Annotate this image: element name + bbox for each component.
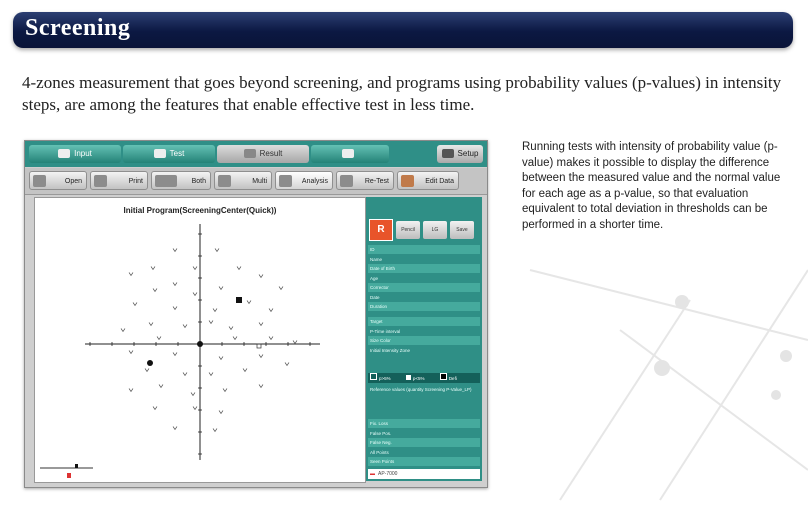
normal-point-mark — [247, 301, 251, 304]
normal-point-mark — [259, 355, 263, 358]
normal-point-mark — [183, 373, 187, 376]
glasses-icon — [155, 175, 177, 187]
normal-point-mark — [215, 249, 219, 252]
normal-point-mark — [279, 287, 283, 290]
reference-row: Reference values (quantity Screening P-Value_LP) — [370, 387, 472, 392]
disk-icon[interactable] — [450, 221, 474, 239]
multi-button[interactable] — [214, 171, 272, 190]
reliability-row: Seen Points — [368, 457, 480, 466]
normal-point-mark — [149, 323, 153, 326]
normal-point-mark — [157, 337, 161, 340]
normal-point-mark — [269, 337, 273, 340]
legend-defi-icon — [440, 373, 447, 380]
setup-button[interactable] — [437, 145, 483, 163]
print-label: Print — [128, 178, 143, 185]
reliability-row: False Neg. — [368, 438, 480, 447]
scale-marker — [75, 464, 78, 468]
probe-label: Pencil — [401, 227, 415, 233]
pencil-icon — [58, 149, 70, 158]
legend-p5: p>5% — [379, 376, 391, 381]
normal-point-mark — [191, 393, 195, 396]
info-row: ID — [368, 245, 480, 254]
info-row: Age — [370, 275, 379, 281]
normal-point-mark — [193, 407, 197, 410]
retest-label: Re-Test — [364, 178, 389, 185]
setting-row: Size Color — [368, 336, 480, 345]
normal-point-mark — [293, 341, 297, 344]
tab-input[interactable] — [29, 145, 121, 163]
normal-point-mark — [129, 351, 133, 354]
normal-point-mark — [213, 309, 217, 312]
main-tab-bar — [25, 141, 487, 167]
section-banner — [13, 12, 793, 48]
normal-point-mark — [193, 267, 197, 270]
normal-point-mark — [129, 389, 133, 392]
normal-point-mark — [243, 369, 247, 372]
lg-icon[interactable] — [423, 221, 447, 239]
eye-icon — [154, 149, 166, 158]
normal-point-mark — [219, 357, 223, 360]
normal-point-mark — [229, 327, 233, 330]
printer-icon — [94, 175, 107, 187]
legend-p5-icon — [370, 373, 377, 380]
probe-icon[interactable] — [396, 221, 420, 239]
visual-field-chart — [35, 198, 365, 482]
device-name: AP-7000 — [378, 471, 398, 477]
folder-icon — [33, 175, 46, 187]
normal-point-mark — [213, 429, 217, 432]
reliability-row: False Pos. — [370, 430, 392, 436]
info-row: Date of Birth — [368, 264, 480, 273]
reliability-row: All Points — [370, 449, 389, 455]
normal-point-mark — [259, 323, 263, 326]
normal-point-mark — [193, 293, 197, 296]
normal-point-mark — [223, 389, 227, 392]
both-button[interactable] — [151, 171, 211, 190]
normal-point-mark — [121, 329, 125, 332]
normal-point-mark — [183, 325, 187, 328]
tab-result[interactable] — [217, 145, 309, 163]
normal-point-mark — [259, 275, 263, 278]
legend-p5b-icon — [406, 375, 411, 380]
visual-field-plot — [34, 197, 366, 483]
normal-point-mark — [285, 363, 289, 366]
edit-data-button[interactable] — [397, 171, 459, 190]
open-label: Open — [64, 178, 82, 185]
normal-point-mark — [209, 321, 213, 324]
red-marker — [67, 473, 71, 478]
plot-title: Initial Program(ScreeningCenter(Quick)) — [123, 206, 277, 215]
perimeter-app-screenshot — [24, 140, 488, 488]
defect-square-mark — [236, 297, 242, 303]
normal-point-mark — [145, 369, 149, 372]
normal-point-mark — [237, 267, 241, 270]
section-title: Screening — [25, 15, 131, 41]
analysis-label: Analysis — [301, 178, 328, 185]
normal-point-mark — [153, 407, 157, 410]
result-side-panel — [366, 197, 482, 481]
setting-row: Initial Intensity Zone — [370, 347, 411, 353]
multi-label: Multi — [252, 178, 267, 185]
edit-data-label: Edit Data — [425, 178, 454, 185]
normal-point-mark — [209, 373, 213, 376]
lg-label: LG — [431, 227, 439, 233]
intro-paragraph: 4-zones measurement that goes beyond screening, and programs using probability values (p-values) in intensity steps, are among the features that enable effective test in less time. — [22, 73, 782, 114]
retest-button[interactable] — [336, 171, 394, 190]
legend-row — [368, 373, 480, 383]
setting-row: P-Time interval — [370, 328, 401, 334]
open-button[interactable] — [29, 171, 87, 190]
setting-row: Target — [368, 317, 480, 326]
analysis-button[interactable] — [275, 171, 333, 190]
fixation-dot-mark — [197, 341, 203, 347]
tab-result-label: Result — [259, 149, 283, 158]
grid-icon — [244, 149, 256, 158]
analysis-icon — [279, 175, 292, 187]
normal-point-mark — [173, 353, 177, 356]
normal-point-mark — [173, 249, 177, 252]
info-row: Name — [370, 256, 383, 262]
side-description: Running tests with intensity of probability value (p-value) makes it possible to display the difference between the measured value and the normal value for each age as a p-value, so that evaluation equivalent to total deviation in thresholds can be performed in a shorter time. — [522, 141, 781, 231]
both-label: Both — [191, 178, 206, 185]
normal-point-mark — [219, 287, 223, 290]
retest-icon — [340, 175, 353, 187]
normal-point-mark — [151, 267, 155, 270]
user-icon — [401, 175, 414, 187]
normal-point-mark — [173, 283, 177, 286]
reliability-row: Fix. Loss — [368, 419, 480, 428]
toolbar — [25, 168, 487, 195]
normal-point-mark — [259, 385, 263, 388]
normal-point-mark — [173, 307, 177, 310]
right-eye-indicator[interactable]: R — [369, 219, 393, 241]
legend-p5b: p<5% — [412, 376, 425, 381]
normal-point-mark — [269, 309, 273, 312]
setup-label: Setup — [457, 149, 479, 158]
normal-point-mark — [233, 337, 237, 340]
print-button[interactable] — [90, 171, 148, 190]
save-label: Save — [456, 227, 468, 233]
normal-point-mark — [129, 273, 133, 276]
gear-icon — [442, 149, 454, 158]
chart-icon — [342, 149, 354, 158]
panel-footer — [368, 469, 480, 479]
info-row: Corrector — [368, 283, 480, 292]
tab-chart[interactable] — [311, 145, 389, 163]
tab-input-label: Input — [74, 149, 92, 158]
normal-point-mark — [219, 411, 223, 414]
normal-point-mark — [153, 289, 157, 292]
multi-icon — [218, 175, 231, 187]
normal-point-mark — [133, 303, 137, 306]
tab-test-label: Test — [169, 149, 185, 158]
blind-spot-mark — [257, 344, 261, 348]
normal-point-mark — [173, 427, 177, 430]
defect-dot-mark — [147, 360, 153, 366]
legend-defi: Defi — [448, 376, 457, 381]
info-row: Date — [370, 294, 380, 300]
logo-mark: ▬ — [370, 471, 375, 477]
normal-point-mark — [159, 385, 163, 388]
tab-test[interactable] — [123, 145, 215, 163]
info-row: Duration — [368, 302, 480, 311]
